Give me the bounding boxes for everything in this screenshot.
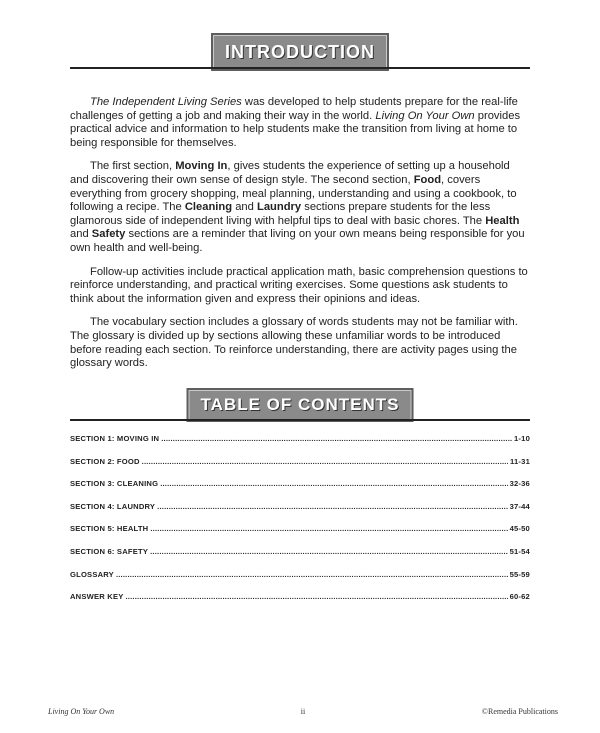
toc-entry-title: SECTION 1: MOVING IN <box>70 434 160 443</box>
toc-entry-pages: 60-62 <box>509 592 530 602</box>
intro-paragraph-2 <box>70 160 530 255</box>
toc-entry-pages: 55-59 <box>509 569 530 579</box>
footer-publisher: ©Remedia Publications <box>481 707 558 716</box>
table-of-contents-heading: TABLE OF CONTENTS <box>187 388 414 422</box>
intro-p2-b5: Health <box>485 214 520 227</box>
toc-entry-title: GLOSSARY <box>70 569 114 579</box>
intro-p2-b6: Safety <box>91 228 126 241</box>
toc-entry-food <box>70 457 530 480</box>
toc-entry-cleaning <box>70 479 530 502</box>
intro-p2-t4: and <box>232 201 257 214</box>
intro-p2-b1: Moving In <box>175 160 228 173</box>
intro-p2-t2: , gives students the experience of setting up a household and discovering their own sense of design style. The second section, <box>70 160 510 186</box>
intro-paragraph-3: Follow-up activities include practical application math, basic comprehension questions to reinforce understanding, and practical writing exercises. Some questions ask students to think about the information given and express their opinions and ideas. <box>70 265 528 305</box>
toc-leader-dots <box>125 592 507 601</box>
toc-entry-pages: 51-54 <box>509 546 530 556</box>
book-title: Living On Your Own <box>375 109 475 122</box>
toc-leader-dots <box>116 570 508 579</box>
toc-entry-title: SECTION 2: FOOD <box>70 456 140 466</box>
intro-p1-text2: provides practical advice and information to help students make the transition from living at home to being responsible for themselves. <box>70 109 521 149</box>
intro-p2-t1: The first section, <box>90 160 176 173</box>
intro-p2-t6: and <box>70 228 92 241</box>
footer-page-number: ii <box>300 707 306 716</box>
toc-leader-dots <box>150 524 507 533</box>
toc-entry-laundry <box>70 502 530 525</box>
toc-entry-pages: 1-10 <box>514 434 530 443</box>
introduction-heading: INTRODUCTION <box>211 33 389 71</box>
intro-paragraph-1 <box>70 96 530 150</box>
intro-p2-t3: , covers everything from grocery shopping, meal planning, understanding and using a cookbook, to following a recipe. The <box>70 173 517 214</box>
toc-entry-answer-key <box>70 592 530 615</box>
table-of-contents <box>70 434 530 615</box>
toc-entry-pages: 32-36 <box>509 479 530 489</box>
toc-entry-pages: 45-50 <box>509 524 530 534</box>
intro-p2-t5: sections prepare students for the less glamorous side of independent living with helpful tips to deal with basic chores. The <box>70 201 491 227</box>
toc-rule <box>70 419 530 421</box>
toc-entry-pages: 11-31 <box>509 456 530 466</box>
toc-leader-dots <box>150 547 507 556</box>
toc-entry-title: ANSWER KEY <box>70 592 124 602</box>
toc-entry-health <box>70 524 530 547</box>
toc-entry-title: SECTION 4: LAUNDRY <box>70 501 156 511</box>
page-footer <box>48 707 558 721</box>
introduction-rule <box>70 67 530 69</box>
toc-entry-title: SECTION 3: CLEANING <box>70 479 159 489</box>
series-title: The Independent Living Series <box>90 96 242 108</box>
intro-p2-b3: Cleaning <box>184 201 233 214</box>
toc-leader-dots <box>157 502 507 511</box>
toc-leader-dots <box>160 479 507 488</box>
intro-p2-b2: Food <box>413 173 442 186</box>
toc-entry-title: SECTION 6: SAFETY <box>70 546 149 556</box>
introduction-body <box>70 96 530 381</box>
toc-entry-pages: 37-44 <box>509 501 530 511</box>
intro-p2-t7: sections are a reminder that living on your own means being responsible for you own health and well-being. <box>70 228 525 254</box>
toc-leader-dots <box>161 434 512 443</box>
toc-entry-safety <box>70 547 530 570</box>
intro-paragraph-4: The vocabulary section includes a glossary of words students may not be familiar with. The glossary is divided up by sections allowing these unfamiliar words to be introduced before reading each section. To reinforce understanding, there are activity pages using the glossary words. <box>70 316 518 370</box>
intro-p2-b4: Laundry <box>256 201 302 214</box>
toc-entry-title: SECTION 5: HEALTH <box>70 524 149 534</box>
toc-leader-dots <box>142 457 508 466</box>
toc-entry-glossary <box>70 570 530 593</box>
footer-book-title: Living On Your Own <box>48 707 115 716</box>
intro-p1-text1: was developed to help students prepare for the real-life challenges of getting a job and making their way in the world. <box>70 96 518 122</box>
toc-entry-moving-in <box>70 434 530 457</box>
